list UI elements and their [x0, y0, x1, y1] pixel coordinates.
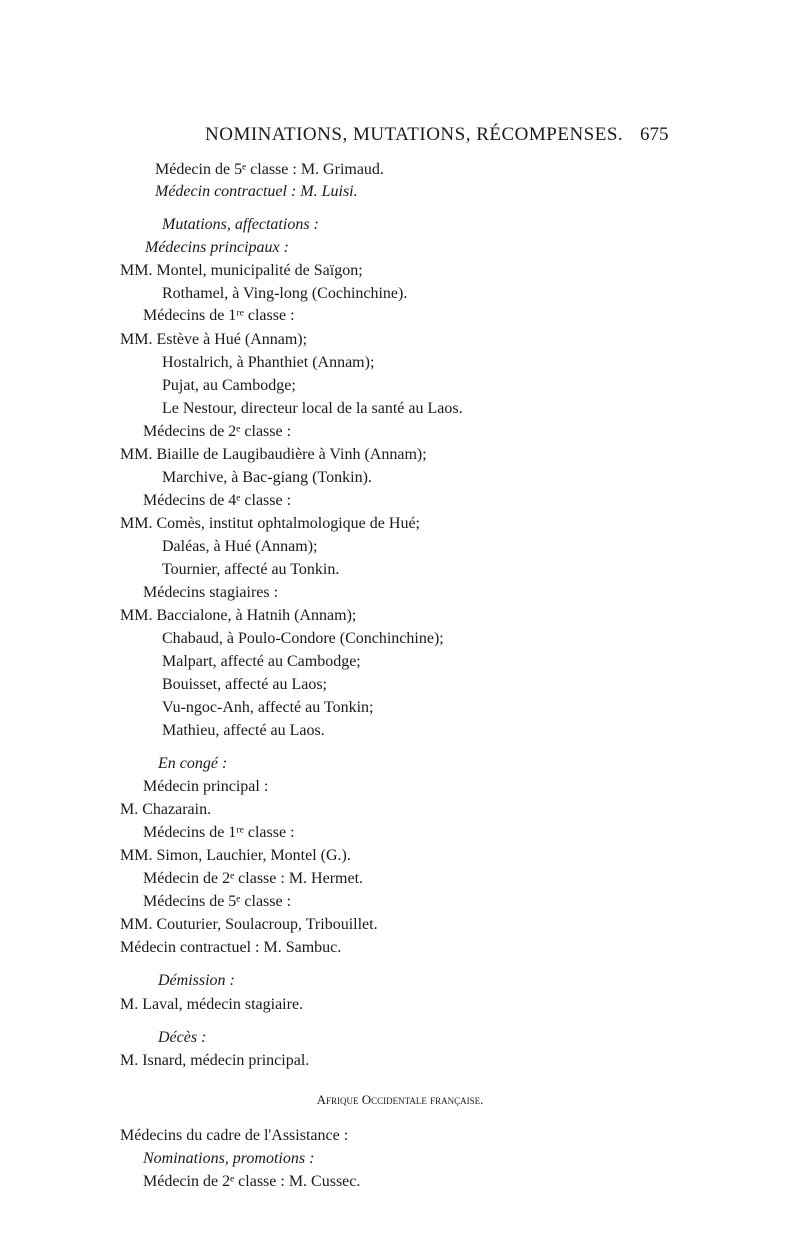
text-line: Malpart, affecté au Cambodge; [162, 653, 361, 670]
text-line: Démission : [158, 972, 235, 989]
text-line: M. Chazarain. [120, 801, 212, 818]
text-line: MM. Estève à Hué (Annam); [120, 331, 308, 348]
text-line: Médecin de 2ᵉ classe : M. Cussec. [143, 1173, 361, 1190]
text-line: En congé : [158, 755, 228, 772]
text-line: Hostalrich, à Phanthiet (Annam); [162, 354, 375, 371]
text-line: Médecins de 5ᵉ classe : [143, 893, 292, 910]
text-line: Bouisset, affecté au Laos; [162, 676, 327, 693]
text-line: MM. Montel, municipalité de Saïgon; [120, 262, 363, 279]
text-line: M. Laval, médecin stagiaire. [120, 996, 304, 1013]
text-line: Mathieu, affecté au Laos. [162, 722, 325, 739]
text-line: MM. Comès, institut ophtalmologique de Hué; [120, 515, 420, 532]
text-line: Médecins de 4ᵉ classe : [143, 492, 292, 509]
text-line: Le Nestour, directeur local de la santé au Laos. [162, 400, 463, 417]
text-line: M. Isnard, médecin principal. [120, 1052, 310, 1069]
text-line: Médecins de 2ᵉ classe : [143, 423, 292, 440]
text-line: MM. Baccialone, à Hatnih (Annam); [120, 607, 357, 624]
text-line: Rothamel, à Ving-long (Cochinchine). [162, 285, 408, 302]
text-line: Médecins stagiaires : [143, 584, 279, 601]
running-title: NOMINATIONS, MUTATIONS, RÉCOMPENSES. [205, 124, 624, 145]
text-line: Daléas, à Hué (Annam); [162, 538, 318, 555]
text-line: Pujat, au Cambodge; [162, 377, 296, 394]
text-line: MM. Simon, Lauchier, Montel (G.). [120, 847, 351, 864]
text-line: Médecin contractuel : M. Sambuc. [120, 939, 342, 956]
section-heading: Afrique Occidentale française. [316, 1092, 484, 1107]
text-line: Médecin principal : [143, 778, 269, 795]
text-line: Médecins de 1ʳᵉ classe : [143, 824, 295, 841]
text-line: Médecin contractuel : M. Luisi. [155, 183, 358, 200]
text-line: Tournier, affecté au Tonkin. [162, 561, 340, 578]
text-line: Décès : [158, 1029, 207, 1046]
text-line: Médecins principaux : [145, 239, 289, 256]
text-line: Médecins du cadre de l'Assistance : [120, 1127, 349, 1144]
text-line: Médecin de 2ᵉ classe : M. Hermet. [143, 870, 364, 887]
text-line: Nominations, promotions : [143, 1150, 315, 1167]
text-line: Chabaud, à Poulo-Condore (Conchinchine); [162, 630, 444, 647]
page-number: 675 [640, 124, 669, 145]
text-line: Marchive, à Bac-giang (Tonkin). [162, 469, 372, 486]
text-line: Vu-ngoc-Anh, affecté au Tonkin; [162, 699, 374, 716]
text-line: MM. Couturier, Soulacroup, Tribouillet. [120, 916, 378, 933]
text-line: Médecin de 5ᵉ classe : M. Grimaud. [155, 161, 384, 178]
text-line: Médecins de 1ʳᵉ classe : [143, 307, 295, 324]
text-line: MM. Biaille de Laugibaudière à Vinh (Annam); [120, 446, 427, 463]
text-line: Mutations, affectations : [162, 216, 319, 233]
